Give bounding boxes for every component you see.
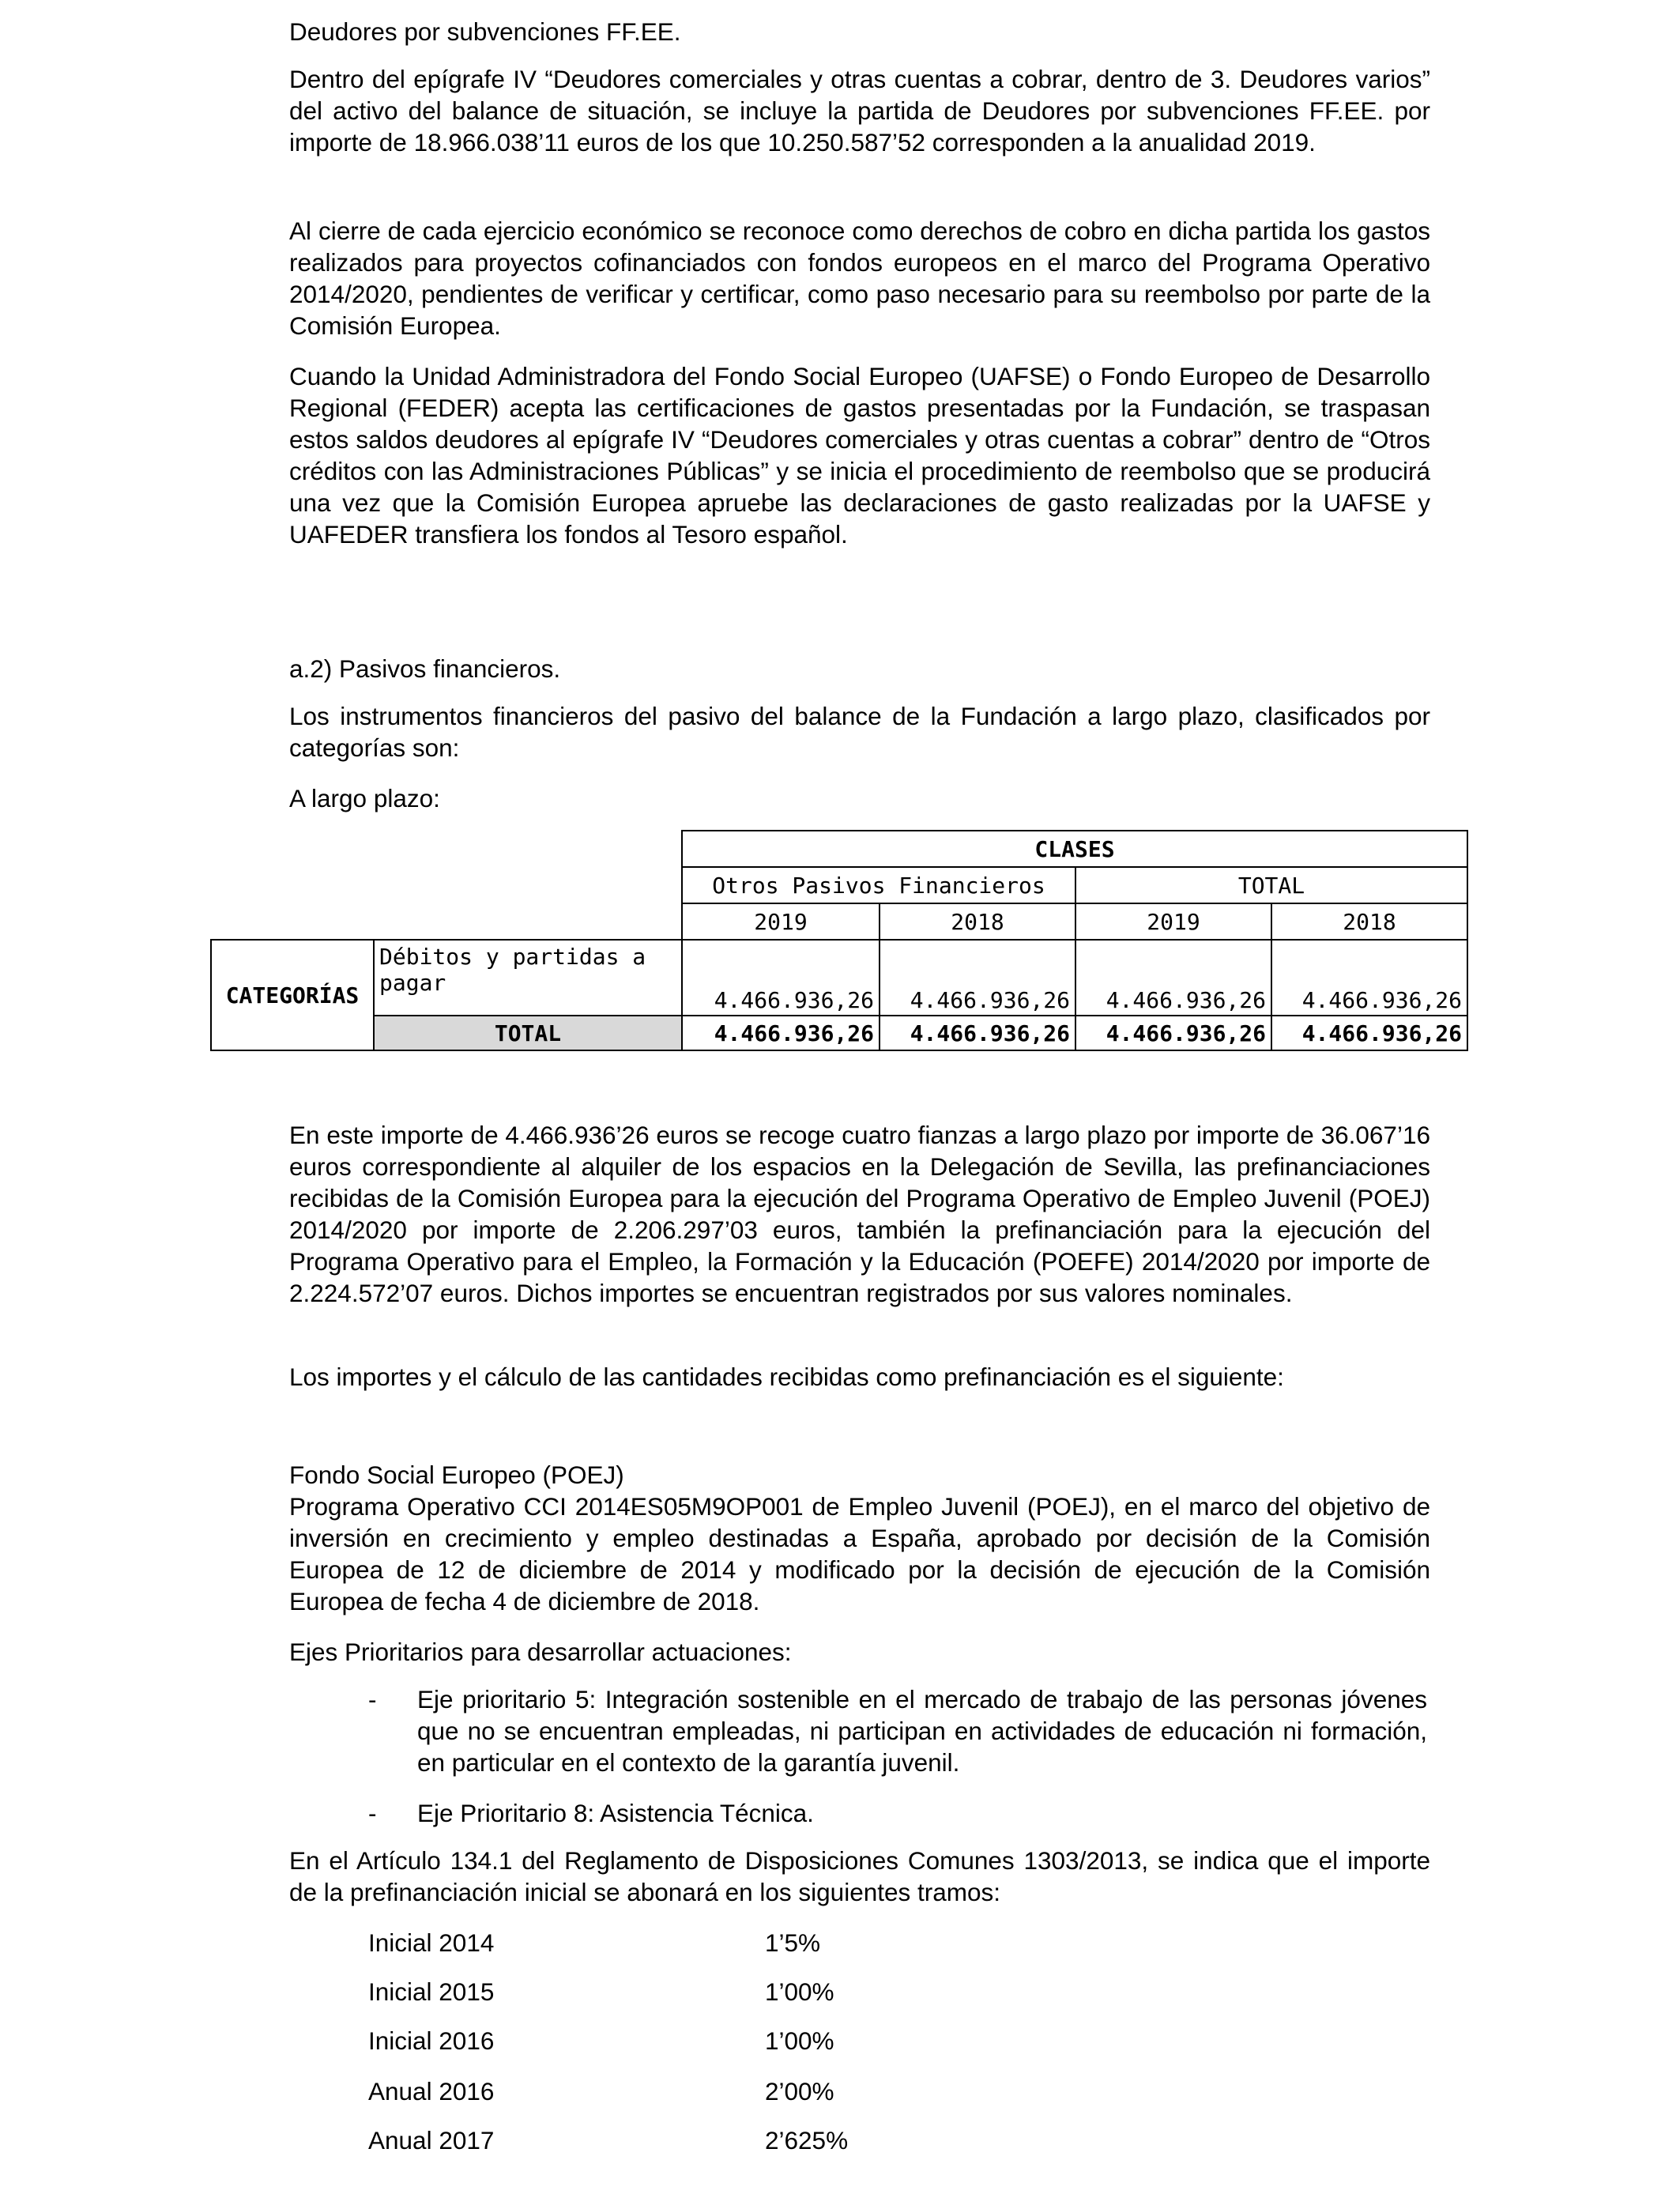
paragraph bbox=[289, 215, 1430, 341]
table-cell: 4.466.936,26 bbox=[1271, 939, 1468, 1016]
table-header-otros-pasivos: Otros Pasivos Financieros bbox=[681, 866, 1076, 904]
table-year: 2018 bbox=[1271, 903, 1468, 941]
table-cell: 4.466.936,26 bbox=[879, 939, 1076, 1016]
table-header-total: TOTAL bbox=[1075, 866, 1468, 904]
section-deudores bbox=[289, 16, 1430, 47]
paragraph bbox=[289, 63, 1430, 158]
paragraph-deudores-3: Cuando la Unidad Administradora del Fondo Social Europeo (UAFSE) o Fondo Europeo de Desarrollo Regional (FEDER) acepta las certificaciones de gastos presentadas por la Fundación, se traspasan estos saldos deudores al epígrafe IV “Deudores comerciales y otras cuentas a cobrar” dentro de “Otros créditos con las Administraciones Públicas” y se inicia el procedimiento de reembolso que se producirá una vez que la Comisión Europea apruebe las declaraciones de gasto realizadas por la UAFSE y UAFEDER transfiera los fondos al Tesoro español. bbox=[289, 362, 1430, 548]
paragraph-largo-plazo: A largo plazo: bbox=[289, 784, 440, 812]
section-pasivos bbox=[289, 653, 1430, 684]
paragraph bbox=[289, 1845, 1430, 1908]
paragraph bbox=[289, 1636, 1430, 1668]
pasivos-table bbox=[210, 830, 1468, 1051]
tramo-percent: 2’00% bbox=[765, 2077, 834, 2105]
table-total-cell: 4.466.936,26 bbox=[879, 1015, 1076, 1051]
table-year: 2019 bbox=[1075, 903, 1272, 941]
table-row-label: Débitos y partidas a pagar bbox=[373, 939, 683, 1016]
tramo-percent: 1’00% bbox=[765, 2026, 834, 2055]
table-year: 2018 bbox=[879, 903, 1076, 941]
paragraph-programa: Programa Operativo CCI 2014ES05M9OP001 de Empleo Juvenil (POEJ), en el marco del objetivo de inversión en crecimiento y empleo destinadas a España, aprobado por decisión de la Comisión Europea de 12 de diciembre de 2014 y modificado por la decisión de ejecución de la Comisión Europea de fecha 4 de diciembre de 2018. bbox=[289, 1492, 1430, 1615]
table-header-clases: CLASES bbox=[681, 830, 1468, 868]
tramo-label: Anual 2017 bbox=[368, 2126, 495, 2154]
tramo-label: Inicial 2014 bbox=[368, 1928, 495, 1957]
paragraph bbox=[289, 360, 1430, 550]
tramo-label: Inicial 2016 bbox=[368, 2026, 495, 2055]
table-cell: 4.466.936,26 bbox=[681, 939, 880, 1016]
table-total-label: TOTAL bbox=[373, 1015, 683, 1051]
heading-pasivos: a.2) Pasivos financieros. bbox=[289, 654, 561, 683]
table-total-cell: 4.466.936,26 bbox=[1075, 1015, 1272, 1051]
paragraph-importe: En este importe de 4.466.936’26 euros se recoge cuatro fianzas a largo plazo por importe de 36.067’16 euros correspondiente al alquiler de los espacios en la Delegación de Sevilla, las prefinanciaciones recibidas de la Comisión Europea para la ejecución del Programa Operativo de Empleo Juvenil (POEJ) 2014/2020 por importe de 2.206.297’03 euros, también la prefinanciación para la ejecución del Programa Operativo para el Empleo, la Formación y la Educación (POEFE) 2014/2020 por importe de 2.224.572’07 euros. Dichos importes se encuentran registrados por sus valores nominales. bbox=[289, 1121, 1430, 1307]
tramo-label: Inicial 2015 bbox=[368, 1977, 495, 2006]
paragraph bbox=[289, 1119, 1430, 1309]
heading-deudores: Deudores por subvenciones FF.EE. bbox=[289, 17, 681, 46]
bullet-text: Eje prioritario 5: Integración sostenible en el mercado de trabajo de las personas jóvenes que no se encuentran empleadas, ni participan en actividades de educación ni formación, en particular en el contexto de la garantía juvenil. bbox=[417, 1685, 1427, 1777]
bullet-dash: - bbox=[368, 1685, 377, 1713]
bullet-dash: - bbox=[368, 1799, 377, 1827]
list-item bbox=[368, 1683, 1430, 1780]
tramo-label: Anual 2016 bbox=[368, 2077, 495, 2105]
paragraph bbox=[289, 1491, 1430, 1617]
tramo-percent: 1’5% bbox=[765, 1928, 821, 1957]
paragraph-deudores-1: Dentro del epígrafe IV “Deudores comerciales y otras cuentas a cobrar, dentro de 3. Deudores varios” del activo del balance de situación, se incluye la partida de Deudores por subvenciones FF.EE. por importe de 18.966.038’11 euros de los que 10.250.587’52 corresponden a la anualidad 2019. bbox=[289, 65, 1430, 156]
table-year: 2019 bbox=[681, 903, 880, 941]
section-poej bbox=[289, 1459, 1430, 1491]
paragraph bbox=[289, 782, 1430, 814]
table-cell: 4.466.936,26 bbox=[1075, 939, 1272, 1016]
paragraph bbox=[289, 1361, 1430, 1393]
heading-poej: Fondo Social Europeo (POEJ) bbox=[289, 1461, 624, 1489]
list-item bbox=[368, 1797, 1430, 1829]
paragraph-ejes: Ejes Prioritarios para desarrollar actuaciones: bbox=[289, 1638, 792, 1666]
paragraph bbox=[289, 700, 1430, 763]
paragraph-pasivos-1: Los instrumentos financieros del pasivo del balance de la Fundación a largo plazo, clasificados por categorías son: bbox=[289, 702, 1430, 762]
table-total-cell: 4.466.936,26 bbox=[1271, 1015, 1468, 1051]
bullet-text: Eje Prioritario 8: Asistencia Técnica. bbox=[417, 1799, 814, 1827]
tramo-percent: 1’00% bbox=[765, 1977, 834, 2006]
table-total-cell: 4.466.936,26 bbox=[681, 1015, 880, 1051]
paragraph-calculo: Los importes y el cálculo de las cantidades recibidas como prefinanciación es el siguiente: bbox=[289, 1363, 1284, 1391]
tramo-percent: 2’625% bbox=[765, 2126, 849, 2154]
paragraph-articulo: En el Artículo 134.1 del Reglamento de Disposiciones Comunes 1303/2013, se indica que el importe de la prefinanciación inicial se abonará en los siguientes tramos: bbox=[289, 1846, 1430, 1906]
paragraph-deudores-2: Al cierre de cada ejercicio económico se reconoce como derechos de cobro en dicha partida los gastos realizados para proyectos cofinanciados con fondos europeos en el marco del Programa Operativo 2014/2020, pendientes de verificar y certificar, como paso necesario para su reembolso por parte de la Comisión Europea. bbox=[289, 217, 1430, 340]
table-categorias: CATEGORÍAS bbox=[210, 939, 375, 1051]
